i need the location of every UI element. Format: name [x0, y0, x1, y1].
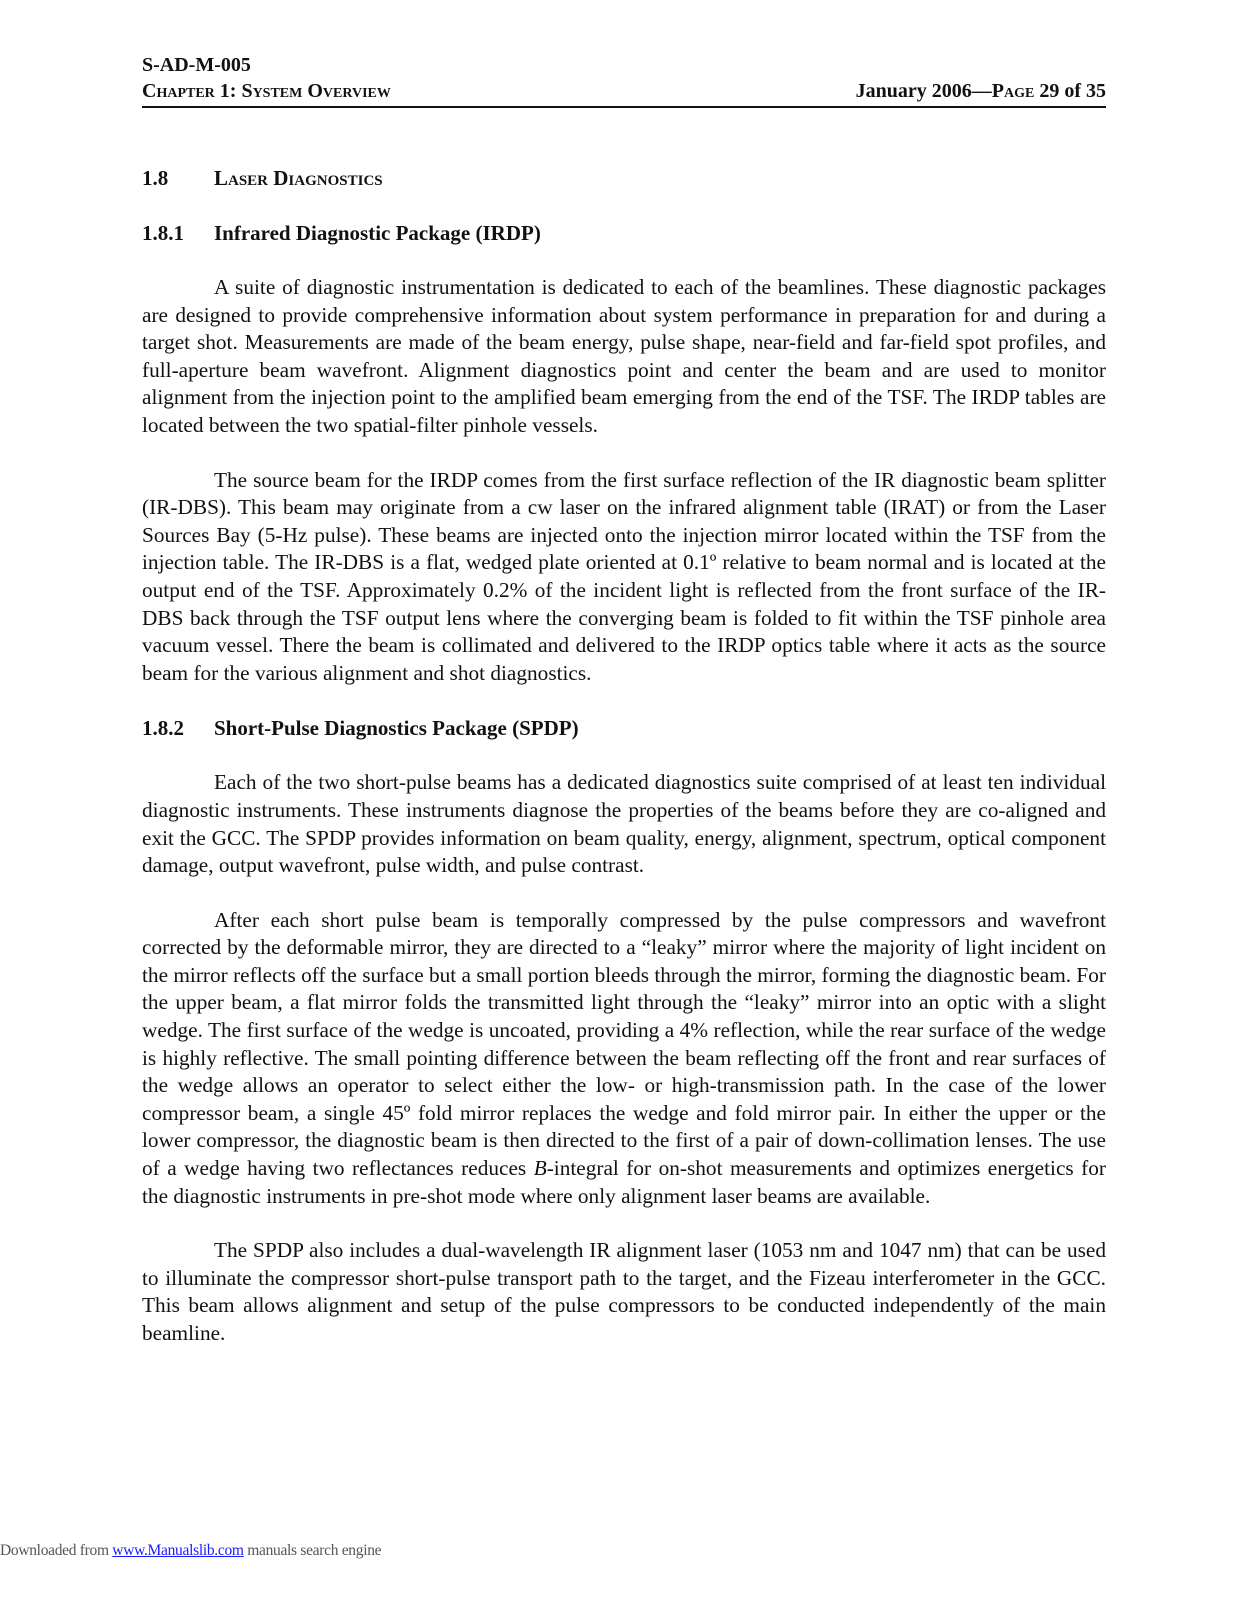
footer-prefix: Downloaded from: [0, 1542, 113, 1559]
paragraph-wedge: [142, 907, 1106, 1211]
italic-symbol: B: [533, 1156, 547, 1181]
subsection-heading-irdp: [142, 219, 1106, 247]
paragraph: The SPDP also includes a dual-wavelength IR alignment laser (1053 nm and 1047 nm) that can be used to illuminate the compressor short-pulse transport path to the target, and the Fizeau interferometer in the GCC. This beam allows alignment and setup of the pulse compressors to be conducted independently of the main beamline.: [142, 1238, 1106, 1345]
section-title: Laser Diagnostics: [214, 166, 383, 190]
subsection-number: 1.8.1: [142, 221, 184, 245]
subsection-title: Short-Pulse Diagnostics Package (SPDP): [214, 716, 579, 741]
header-date: January 2006—: [855, 80, 992, 102]
subsection-title: Infrared Diagnostic Package (IRDP): [214, 221, 541, 245]
page-number: 29 of 35: [1034, 80, 1106, 102]
download-footer: [0, 1541, 381, 1561]
section-heading: [142, 164, 1106, 192]
running-header: [142, 78, 1106, 108]
manualslib-link[interactable]: www.Manualslib.com: [112, 1542, 244, 1559]
paragraph-text: -integral for on-shot measurements and optimizes energetics for the diagnostic instruments in pre-shot mode where only alignment laser beams are available.: [142, 1156, 1106, 1208]
subsection-heading-spdp: [142, 714, 1106, 742]
page-word: Page: [991, 80, 1035, 102]
document-id: S-AD-M-005: [142, 54, 251, 76]
section-number: 1.8: [142, 166, 169, 190]
footer-suffix: manuals search engine: [243, 1542, 382, 1559]
subsection-number: 1.8.2: [142, 716, 184, 741]
paragraph-text: After each short pulse beam is temporally compressed by the pulse compressors and wavefront corrected by the deformable mirror, they are directed to a “leaky” mirror where the majority of light incident on the mirror reflects off the surface but a small portion bleeds through the mirror, forming the diagnostic beam. For the upper beam, a flat mirror folds the transmitted light through the “leaky” mirror into an optic with a slight wedge. The first surface of the wedge is uncoated, providing a 4% reflection, while the rear surface of the wedge is highly reflective. The small pointing difference between the beam reflecting off the front and rear surfaces of the wedge allows an operator to select either the low- or high-transmission path. In the case of the lower compressor beam, a single 45º fold mirror replaces the wedge and fold mirror pair. In either the upper or the lower compressor, the diagnostic beam is then directed to the first of a pair of down-collimation lenses. The use of a wedge having two reflectances reduces: [142, 907, 1106, 1181]
chapter-title: Chapter 1: System Overview: [142, 80, 391, 102]
date-page-label: [856, 78, 1106, 104]
paragraph: Each of the two short-pulse beams has a dedicated diagnostics suite comprised of at least ten individual diagnostic instruments. These instruments diagnose the properties of the beams before they are co-aligned and exit the GCC. The SPDP provides information on beam quality, energy, alignment, spectrum, optical component damage, output wavefront, pulse width, and pulse contrast.: [142, 770, 1106, 878]
paragraph: A suite of diagnostic instrumentation is dedicated to each of the beamlines. These diagnostic packages are designed to provide comprehensive information about system performance in preparation for and during a target shot. Measurements are made of the beam energy, pulse shape, near-field and far-field spot profiles, and full-aperture beam wavefront. Alignment diagnostics point and center the beam and are used to monitor alignment from the injection point to the amplified beam emerging from the end of the TSF. The IRDP tables are located between the two spatial-filter pinhole vessels.: [142, 275, 1106, 437]
document-page: [142, 52, 1106, 1348]
paragraph: The source beam for the IRDP comes from the first surface reflection of the IR diagnostic beam splitter (IR-DBS). This beam may originate from a cw laser on the infrared alignment table (IRAT) or from the Laser Sources Bay (5-Hz pulse). These beams are injected onto the injection mirror located within the TSF from the injection table. The IR-DBS is a flat, wedged plate oriented at 0.1º relative to beam normal and is located at the output end of the TSF. Approximately 0.2% of the incident light is reflected from the front surface of the IR-DBS back through the TSF output lens where the converging beam is folded to fit within the TSF pinhole area vacuum vessel. There the beam is collimated and delivered to the IRDP optics table where it acts as the source beam for the various alignment and shot diagnostics.: [142, 467, 1106, 685]
